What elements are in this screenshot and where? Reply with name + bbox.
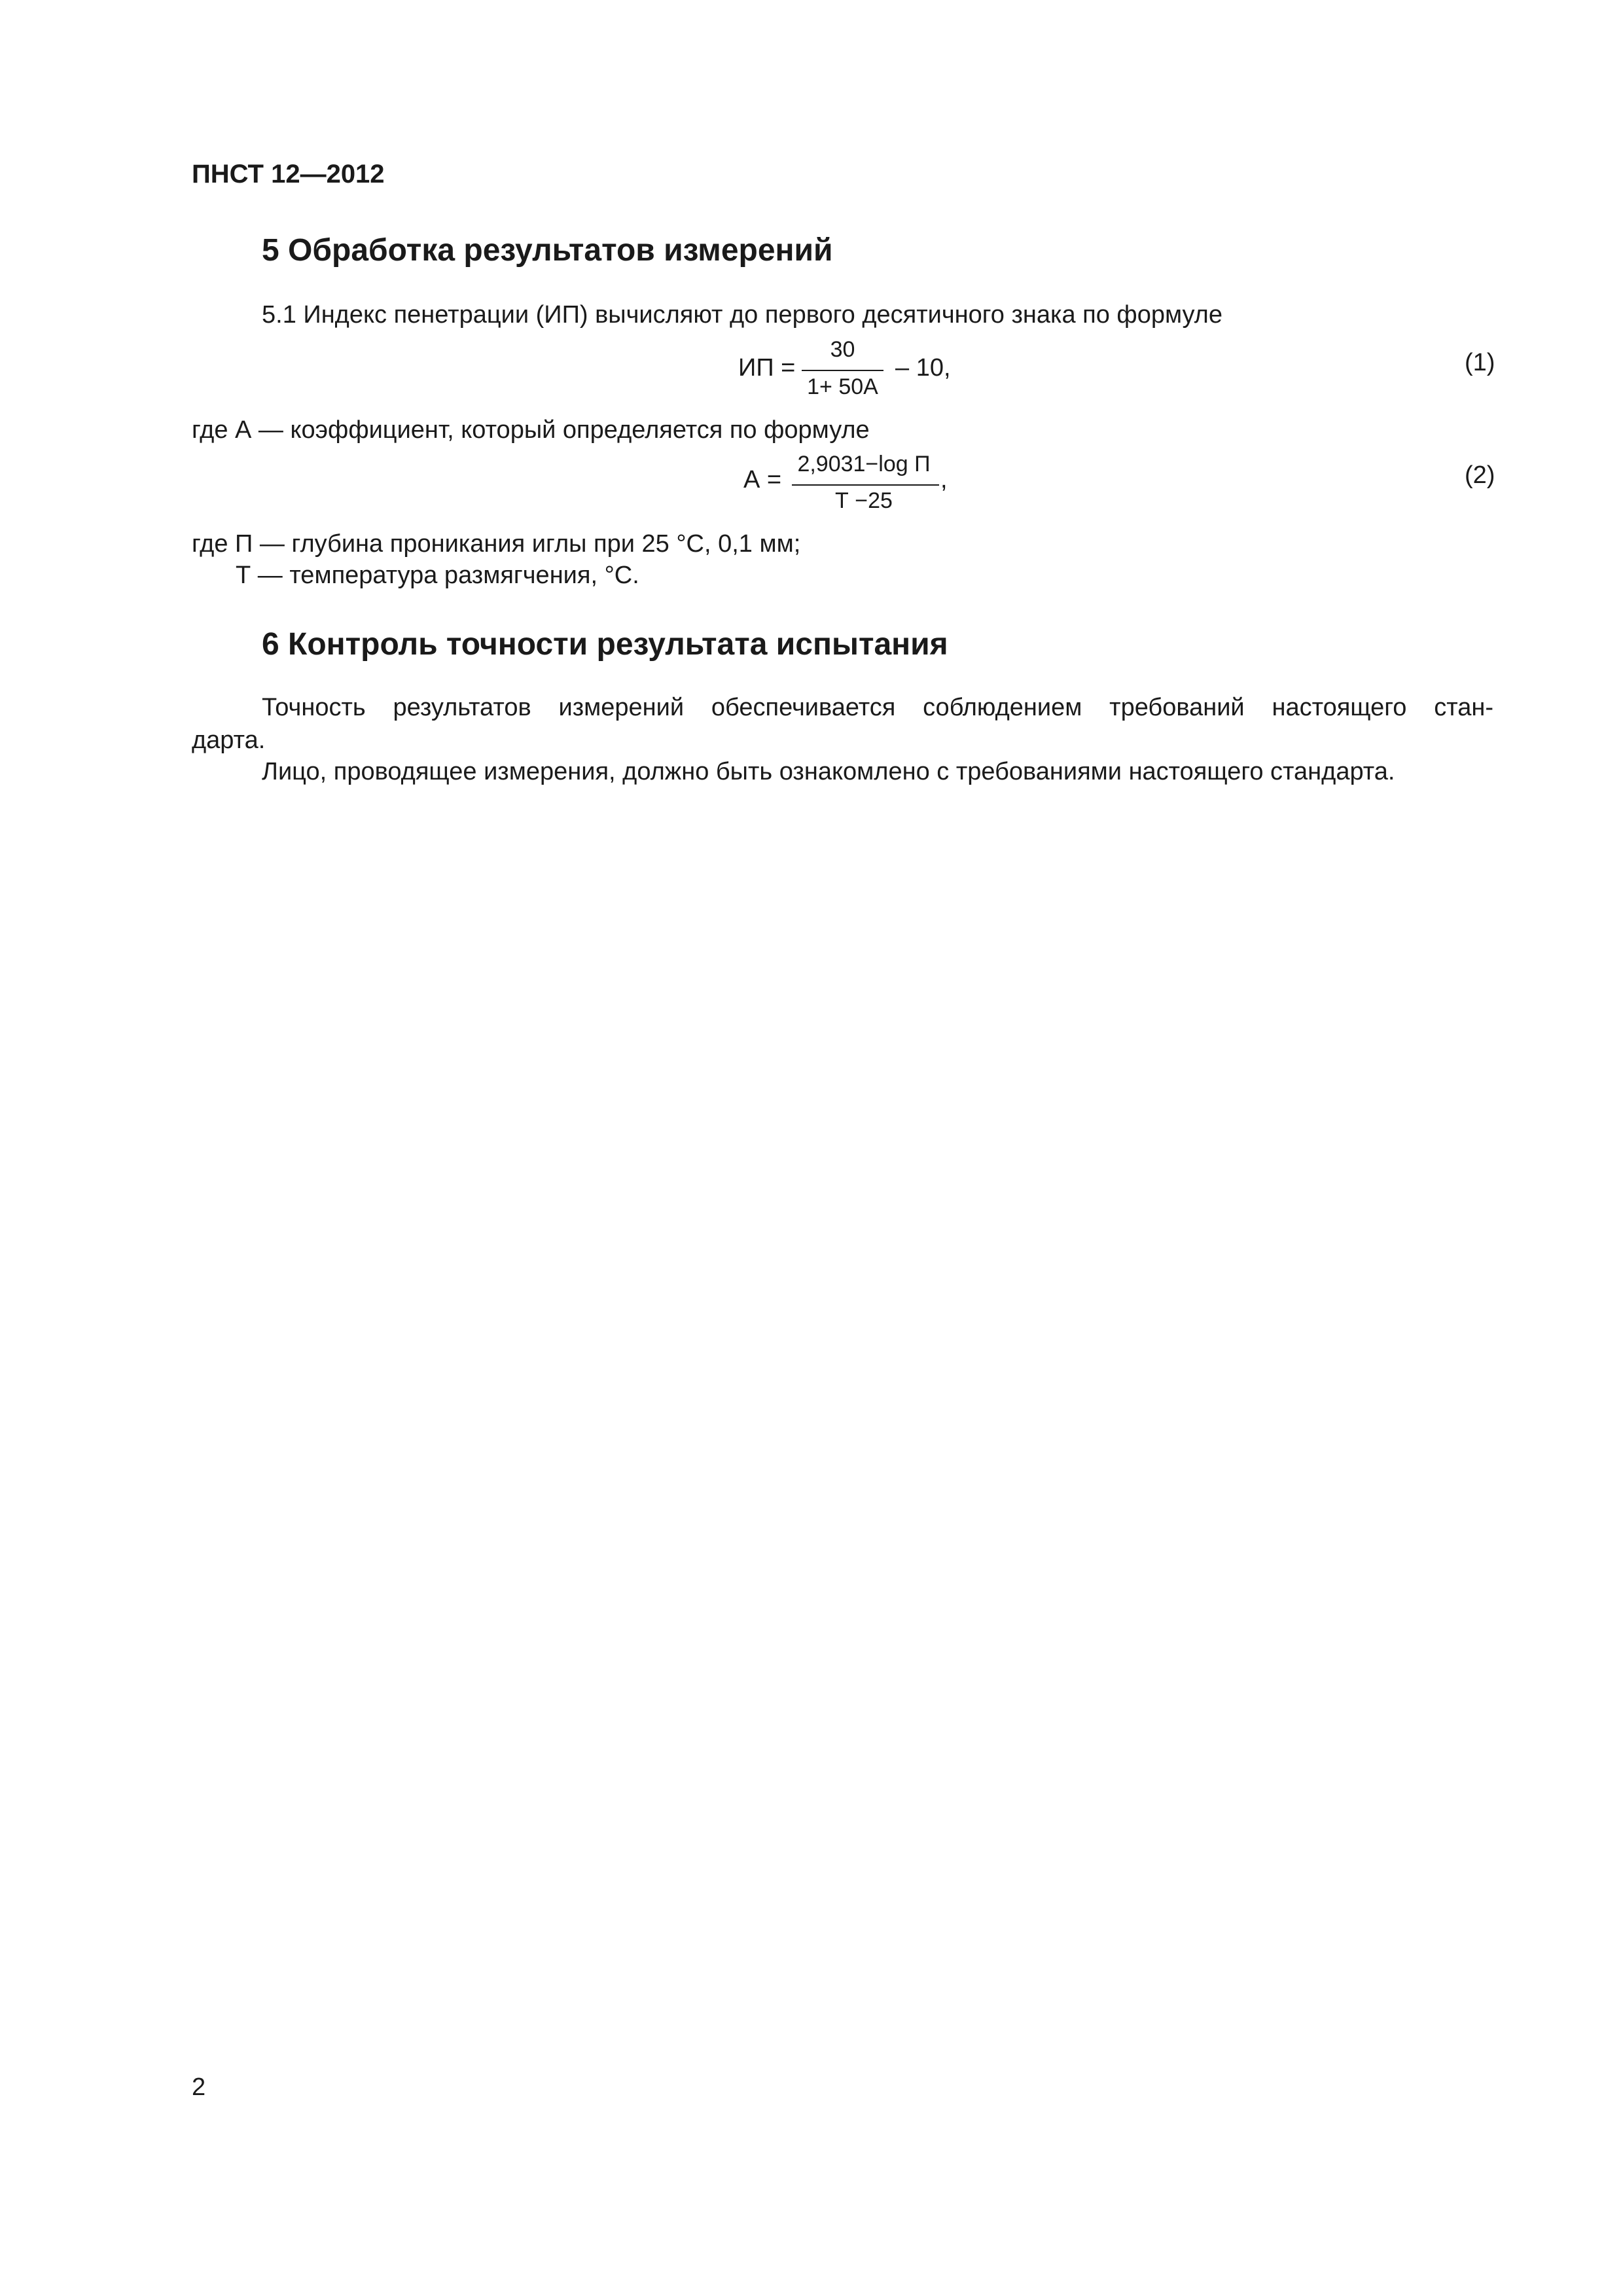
- formula-1-lhs: ИП =: [738, 354, 796, 382]
- formula-1-number: (1): [1465, 349, 1495, 376]
- where-a-text: где А — коэффициент, который определяется по формуле: [192, 416, 870, 444]
- formula-1-numerator: 30: [830, 337, 855, 362]
- paragraph-5-1: 5.1 Индекс пенетрации (ИП) вычисляют до первого десятичного знака по формуле: [262, 301, 1222, 329]
- formula-1-fraction-bar: [802, 370, 883, 371]
- formula-1-rhs: – 10,: [895, 354, 951, 382]
- where-p-text: где П — глубина проникания иглы при 25 °С, 0,1 мм;: [192, 530, 801, 558]
- section-6-paragraph-1-line-1: Точность результатов измерений обеспечивается соблюдением требований настоящего стан-: [262, 694, 1493, 721]
- section-5-title: 5 Обработка результатов измерений: [262, 233, 833, 268]
- formula-2-fraction-bar: [792, 484, 939, 486]
- section-6-title: 6 Контроль точности результата испытания: [262, 627, 948, 662]
- formula-2-numerator: 2,9031−log П: [797, 452, 931, 476]
- formula-1-denominator: 1+ 50А: [807, 374, 878, 399]
- formula-2-lhs: А =: [743, 466, 782, 493]
- section-6-paragraph-1-line-2: дарта.: [192, 726, 266, 754]
- formula-2-denominator: Т −25: [835, 488, 893, 513]
- formula-2-number: (2): [1465, 461, 1495, 489]
- section-6-paragraph-2: Лицо, проводящее измерения, должно быть ознакомлено с требованиями настоящего стандарта.: [262, 758, 1395, 785]
- page-number: 2: [192, 2073, 206, 2101]
- formula-2-rhs: ,: [940, 466, 948, 493]
- where-t-text: Т — температура размягчения, °С.: [236, 562, 639, 589]
- document-id-header: ПНСТ 12—2012: [192, 160, 385, 188]
